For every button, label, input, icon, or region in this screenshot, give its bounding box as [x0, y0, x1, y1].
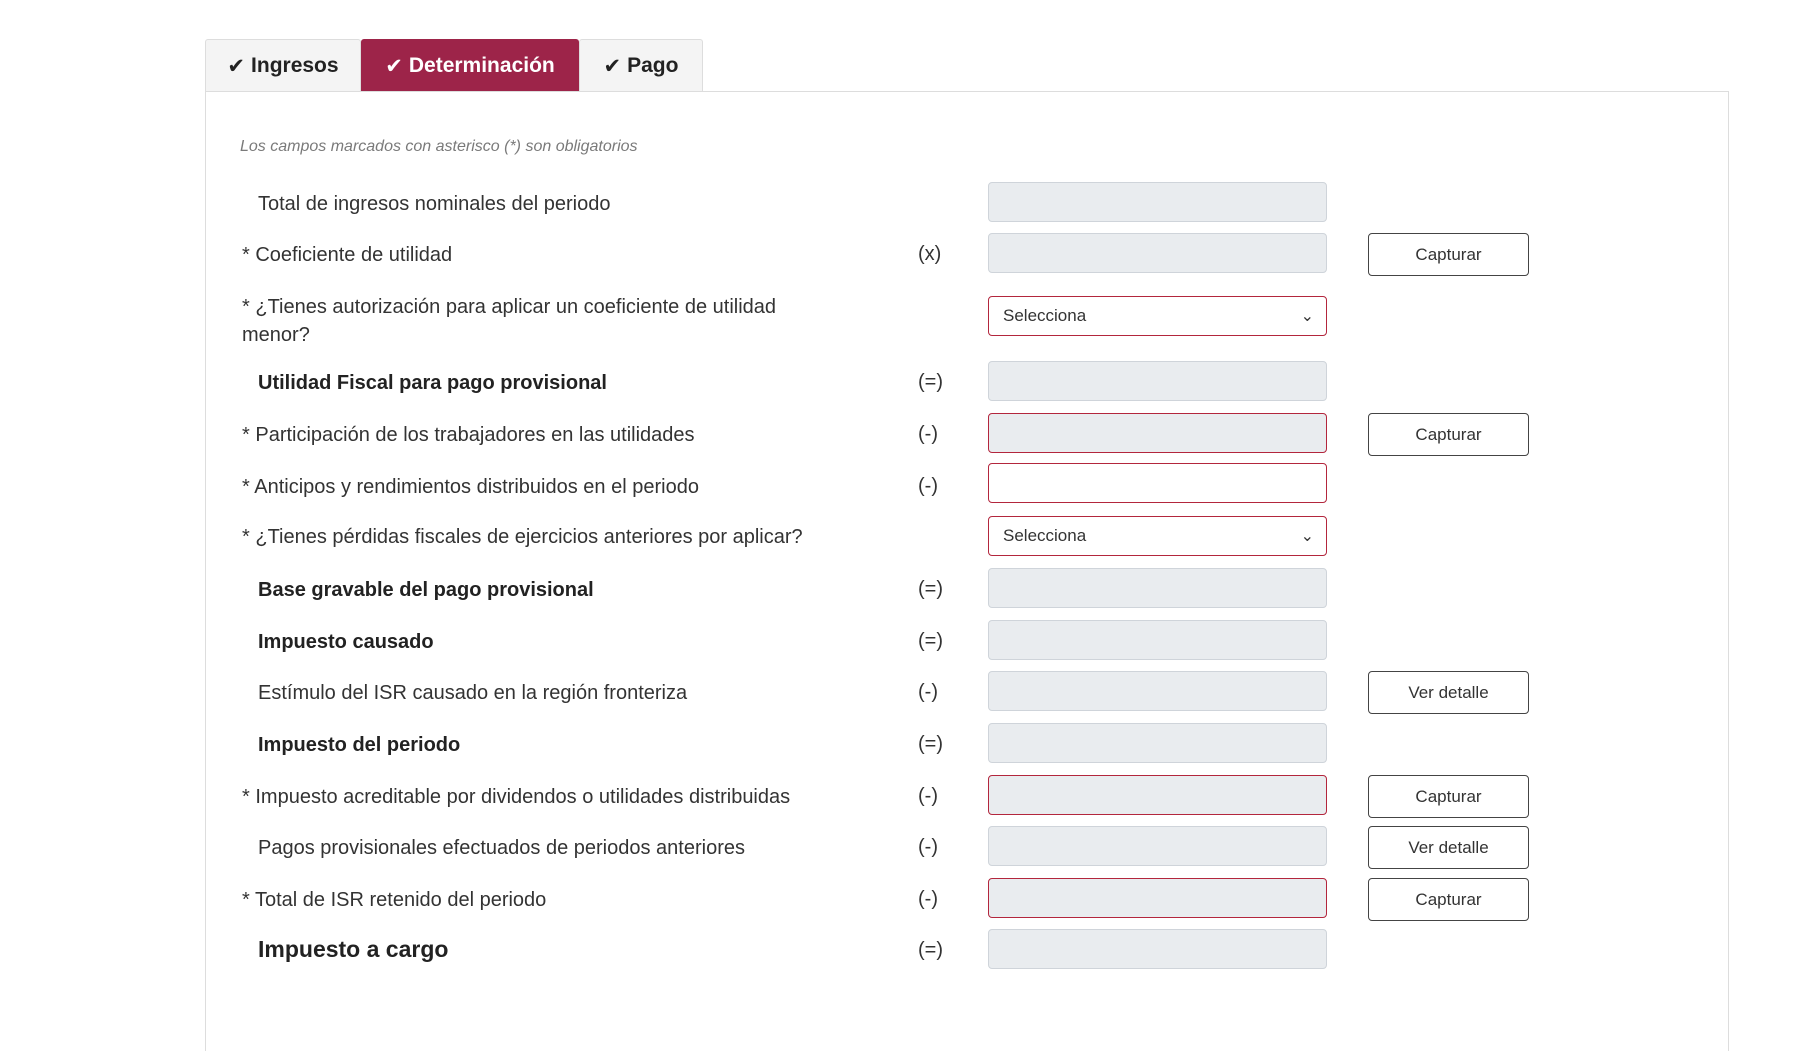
row-label [242, 293, 842, 349]
check-icon: ✔ [227, 54, 246, 78]
required-asterisk: * [242, 244, 250, 266]
ver-detalle-pagos-button[interactable]: Ver detalle [1368, 826, 1529, 869]
required-asterisk: * [242, 476, 250, 498]
tab-ingresos[interactable] [205, 39, 361, 92]
capturar-impuesto-acreditable-button[interactable]: Capturar [1368, 775, 1529, 818]
row-label-text: Participación de los trabajadores en las utilidades [255, 424, 695, 446]
capturar-ptu-button[interactable]: Capturar [1368, 413, 1529, 456]
capturar-isr-retenido-button[interactable]: Capturar [1368, 878, 1529, 921]
row-label [242, 473, 699, 501]
operator: (-) [918, 785, 938, 807]
operator: (-) [918, 475, 938, 497]
tab-label: Determinación [408, 54, 555, 77]
impuesto-a-cargo-field [988, 929, 1327, 969]
tab-label: Pago [627, 54, 679, 77]
form-row-anticipos [0, 463, 1810, 505]
autorizacion-coeficiente-select[interactable] [988, 296, 1327, 336]
impuesto-periodo-field [988, 723, 1327, 763]
row-label [242, 886, 546, 914]
row-label-text: Coeficiente de utilidad [255, 244, 453, 266]
utilidad-fiscal-field [988, 361, 1327, 401]
required-asterisk: * [242, 889, 250, 911]
chevron-down-icon: ⌄ [1300, 528, 1314, 545]
operator: (=) [918, 578, 943, 600]
anticipos-field[interactable] [988, 463, 1327, 503]
capturar-coeficiente-button[interactable]: Capturar [1368, 233, 1529, 276]
select-value: Selecciona [1003, 306, 1087, 325]
operator: (=) [918, 733, 943, 755]
operator: (-) [918, 888, 938, 910]
form-row-utilidad-fiscal [0, 361, 1810, 403]
base-gravable-field [988, 568, 1327, 608]
tab-pago[interactable] [579, 39, 703, 92]
check-icon: ✔ [385, 54, 403, 78]
required-asterisk: * [242, 786, 250, 808]
perdidas-fiscales-select[interactable] [988, 516, 1327, 556]
operator: (-) [918, 423, 938, 445]
required-asterisk: * [242, 424, 250, 446]
row-label: Impuesto causado [258, 631, 434, 653]
row-label: Base gravable del pago provisional [258, 579, 594, 601]
row-label [242, 523, 803, 551]
row-label: Estímulo del ISR causado en la región fronteriza [258, 682, 688, 704]
operator: (-) [918, 836, 938, 858]
select-value: Selecciona [1003, 526, 1087, 545]
tab-determinacion[interactable] [361, 39, 579, 92]
operator: (x) [918, 243, 942, 265]
row-label-text: Anticipos y rendimientos distribuidos en el periodo [254, 476, 699, 498]
required-asterisk: * [242, 526, 250, 548]
estimulo-isr-field [988, 671, 1327, 711]
operator: (=) [918, 630, 943, 652]
form-row-coeficiente-utilidad [0, 233, 1810, 275]
form-row-pagos-provisionales [0, 826, 1810, 868]
form-row-ptu [0, 413, 1810, 455]
form-row-estimulo-isr [0, 671, 1810, 713]
row-label: Impuesto a cargo [258, 936, 449, 962]
form-row-isr-retenido [0, 878, 1810, 920]
row-label: Pagos provisionales efectuados de periodos anteriores [258, 837, 745, 859]
row-label: Total de ingresos nominales del periodo [258, 193, 611, 215]
ptu-field [988, 413, 1327, 453]
row-label-text: Total de ISR retenido del periodo [255, 889, 547, 911]
form-row-impuesto-acreditable [0, 775, 1810, 817]
operator: (=) [918, 939, 943, 961]
row-label [242, 241, 452, 269]
pagos-provisionales-field [988, 826, 1327, 866]
form-row-base-gravable [0, 568, 1810, 610]
tab-label: Ingresos [251, 54, 339, 77]
ver-detalle-estimulo-button[interactable]: Ver detalle [1368, 671, 1529, 714]
form-row-ingresos-nominales [0, 182, 1810, 224]
form-row-impuesto-a-cargo [0, 929, 1810, 971]
operator: (=) [918, 371, 943, 393]
isr-retenido-field [988, 878, 1327, 918]
row-label: Utilidad Fiscal para pago provisional [258, 372, 607, 394]
impuesto-acreditable-field [988, 775, 1327, 815]
form-row-impuesto-periodo [0, 723, 1810, 765]
required-fields-note: Los campos marcados con asterisco (*) son obligatorios [240, 138, 638, 155]
ingresos-nominales-field [988, 182, 1327, 222]
impuesto-causado-field [988, 620, 1327, 660]
operator: (-) [918, 681, 938, 703]
form-row-autorizacion-coeficiente [0, 290, 1810, 350]
row-label [242, 421, 695, 449]
required-asterisk: * [242, 296, 250, 318]
chevron-down-icon: ⌄ [1300, 308, 1314, 325]
row-label-text: ¿Tienes autorización para aplicar un coeficiente de utilidad menor? [242, 296, 777, 346]
row-label: Impuesto del periodo [258, 734, 461, 756]
form-row-perdidas-fiscales [0, 516, 1810, 558]
form-row-impuesto-causado [0, 620, 1810, 662]
row-label-text: Impuesto acreditable por dividendos o utilidades distribuidas [255, 786, 791, 808]
row-label [242, 783, 790, 811]
row-label-text: ¿Tienes pérdidas fiscales de ejercicios anteriores por aplicar? [255, 526, 803, 548]
coeficiente-utilidad-field [988, 233, 1327, 273]
check-icon: ✔ [603, 54, 622, 78]
